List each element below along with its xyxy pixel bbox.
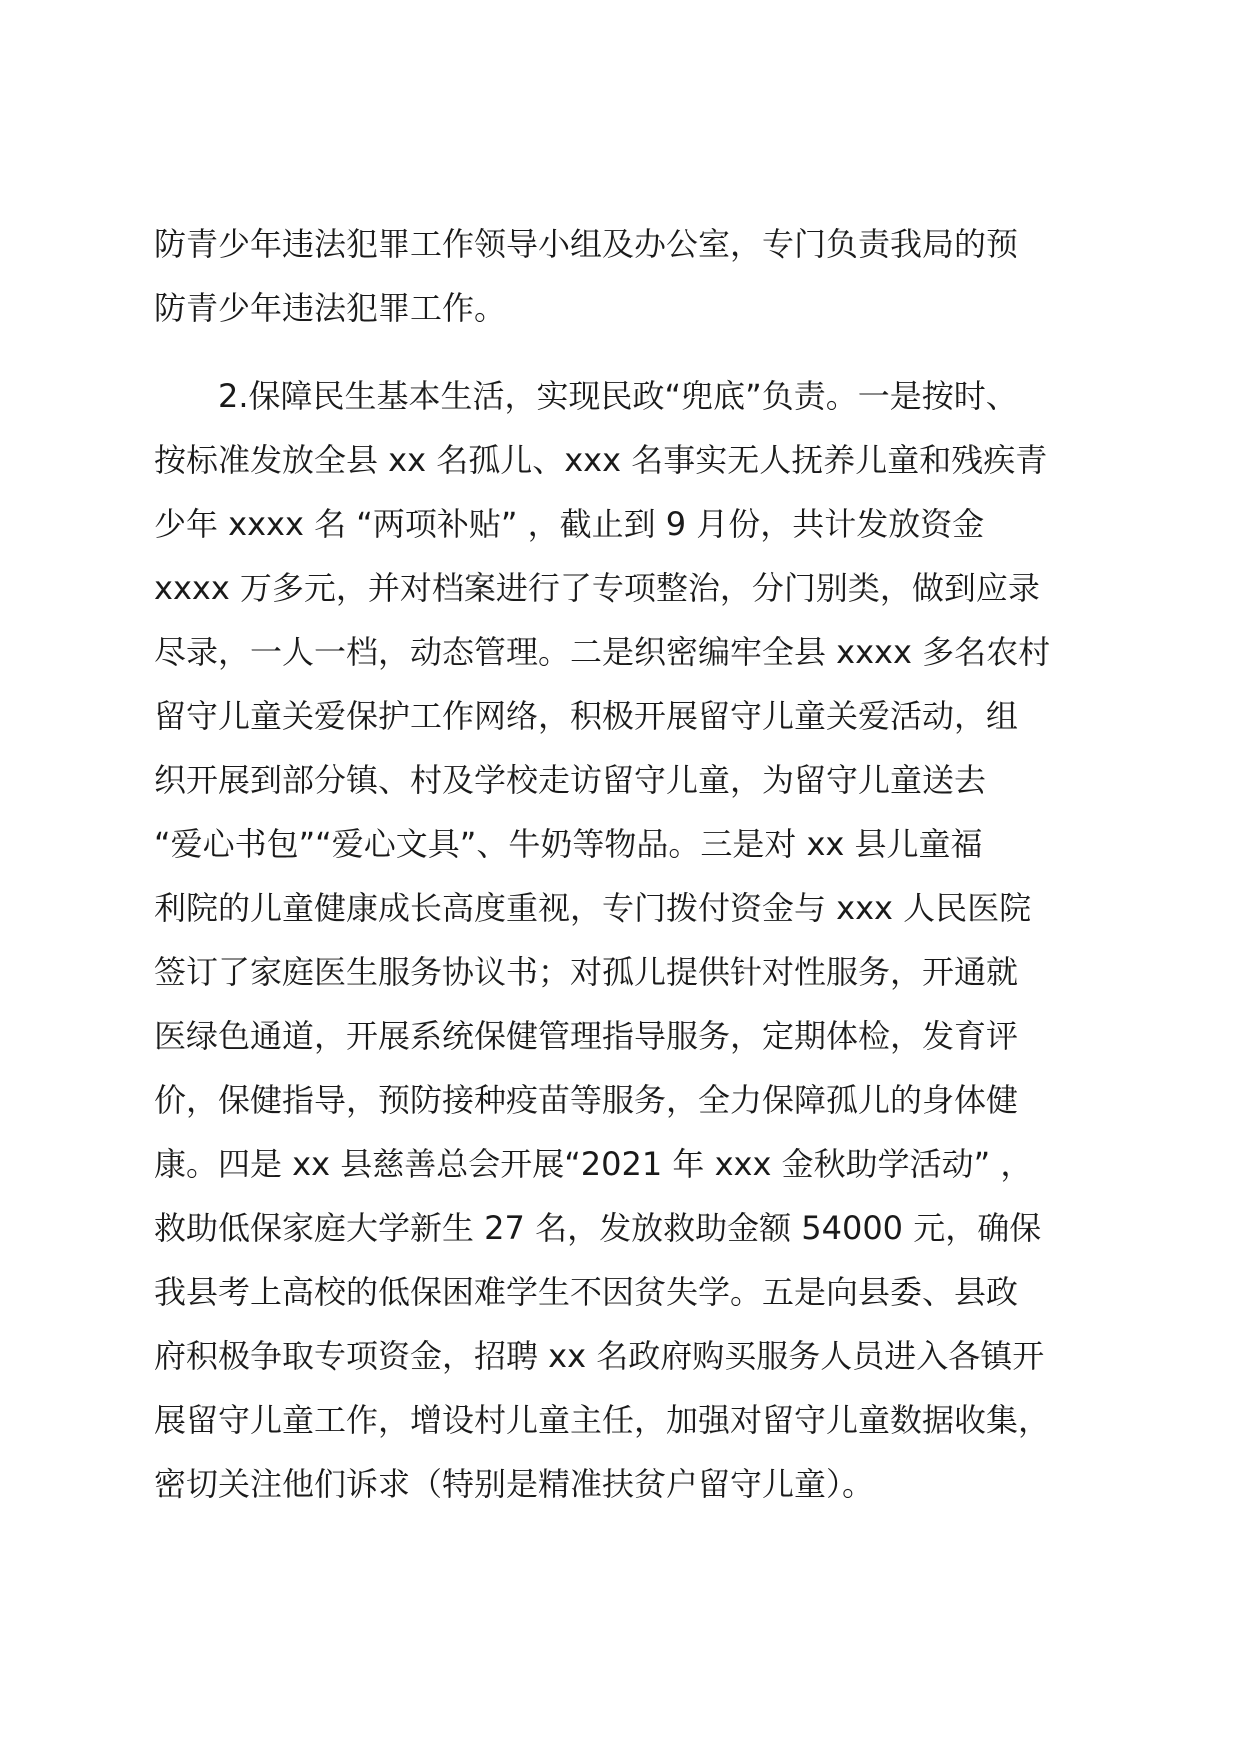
text-line: 留守儿童关爱保护工作网络，积极开展留守儿童关爱活动，组 xyxy=(154,697,1019,735)
paragraph-continuation xyxy=(154,212,1114,340)
text-line: 价，保健指导，预防接种疫苗等服务，全力保障孤儿的身体健 xyxy=(154,1081,1019,1119)
text-line: 利院的儿童健康成长高度重视，专门拨付资金与 xxx 人民医院 xyxy=(154,889,1032,927)
text-line: 少年 xxxx 名 “两项补贴” ，截止到 9 月份，共计发放资金 xyxy=(154,505,985,543)
text-line: 医绿色通道，开展系统保健管理指导服务，定期体检，发育评 xyxy=(154,1017,1019,1055)
text-line: 府积极争取专项资金，招聘 xx 名政府购买服务人员进入各镇开 xyxy=(154,1337,1045,1375)
text-line: xxxx 万多元，并对档案进行了专项整治，分门别类，做到应录 xyxy=(154,569,1040,607)
text-line: 尽录，一人一档，动态管理。二是织密编牢全县 xxxx 多名农村 xyxy=(154,633,1051,671)
text-line: 按标准发放全县 xx 名孤儿、xxx 名事实无人抚养儿童和残疾青 xyxy=(154,441,1048,479)
text-line: 救助低保家庭大学新生 27 名，发放救助金额 54000 元，确保 xyxy=(154,1209,1042,1247)
text-line: 康。四是 xx 县慈善总会开展“2021 年 xxx 金秋助学活动” ， xyxy=(154,1145,1033,1183)
text-line: “爱心书包”“爱心文具”、牛奶等物品。三是对 xx 县儿童福 xyxy=(154,825,983,863)
paragraph-section-2 xyxy=(154,364,1114,1516)
text-line: 2.保障民生基本生活，实现民政“兜底”负责。一是按时、 xyxy=(154,377,1018,415)
text-line: 签订了家庭医生服务协议书；对孤儿提供针对性服务，开通就 xyxy=(154,953,1019,991)
text-line: 防青少年违法犯罪工作领导小组及办公室，专门负责我局的预 xyxy=(154,225,1019,263)
text-line: 我县考上高校的低保困难学生不因贫失学。五是向县委、县政 xyxy=(154,1273,1019,1311)
text-line: 织开展到部分镇、村及学校走访留守儿童，为留守儿童送去 xyxy=(154,761,987,799)
text-line: 展留守儿童工作，增设村儿童主任，加强对留守儿童数据收集， xyxy=(154,1401,1051,1439)
text-line: 防青少年违法犯罪工作。 xyxy=(154,289,507,327)
text-line: 密切关注他们诉求（特别是精准扶贫户留守儿童）。 xyxy=(154,1465,875,1503)
